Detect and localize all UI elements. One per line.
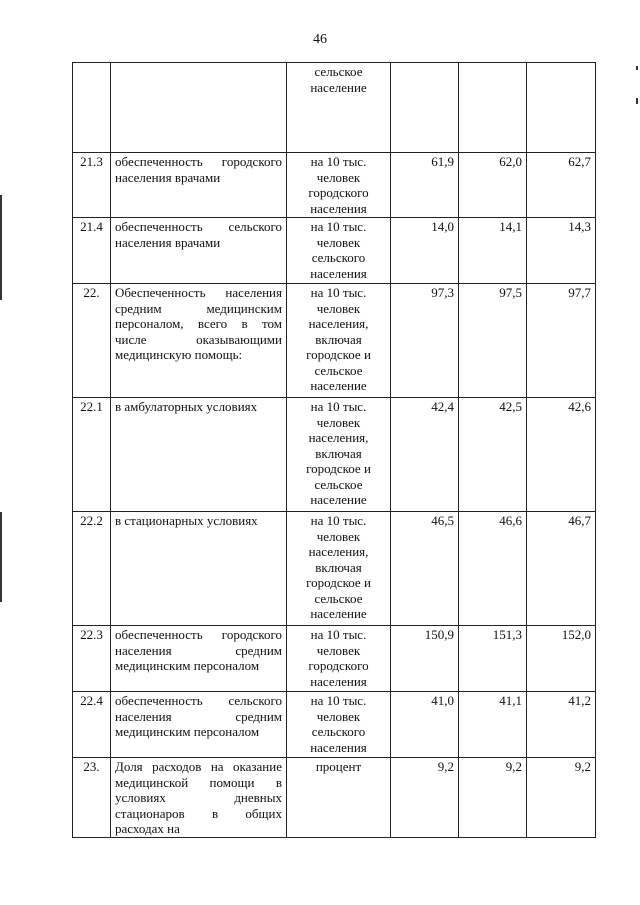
value-year-3: 97,7	[527, 284, 596, 398]
scan-edge-mark	[636, 66, 638, 70]
row-number: 22.4	[73, 692, 111, 758]
indicators-table	[72, 62, 596, 838]
value-year-3: 14,3	[527, 218, 596, 284]
unit-of-measure: на 10 тыс. человек населения, включая городское и сельское население	[287, 284, 391, 398]
value-year-1: 14,0	[391, 218, 459, 284]
table-row	[73, 284, 596, 398]
value-year-2: 62,0	[459, 153, 527, 218]
value-year-2: 97,5	[459, 284, 527, 398]
unit-of-measure: на 10 тыс. человек городского населения	[287, 626, 391, 692]
unit-of-measure: на 10 тыс. человек сельского населения	[287, 218, 391, 284]
value-year-3: 46,7	[527, 512, 596, 626]
indicator-name: обеспеченность городского населения средним медицинским персоналом	[111, 626, 287, 692]
value-year-3: 42,6	[527, 398, 596, 512]
value-year-1	[391, 63, 459, 153]
table-row	[73, 758, 596, 838]
table-row	[73, 512, 596, 626]
value-year-3: 62,7	[527, 153, 596, 218]
value-year-1: 9,2	[391, 758, 459, 838]
unit-of-measure: на 10 тыс. человек населения, включая городское и сельское население	[287, 512, 391, 626]
table-row	[73, 218, 596, 284]
indicator-name: обеспеченность сельского населения врачами	[111, 218, 287, 284]
value-year-3	[527, 63, 596, 153]
table-row	[73, 63, 596, 153]
row-number: 22.3	[73, 626, 111, 692]
value-year-2: 41,1	[459, 692, 527, 758]
page-number: 46	[313, 32, 327, 47]
scan-edge-mark	[636, 98, 638, 104]
value-year-3: 9,2	[527, 758, 596, 838]
unit-of-measure: процент	[287, 758, 391, 838]
value-year-2: 9,2	[459, 758, 527, 838]
indicator-name: обеспеченность сельского населения средним медицинским персоналом	[111, 692, 287, 758]
row-number: 23.	[73, 758, 111, 838]
unit-of-measure: на 10 тыс. человек городского населения	[287, 153, 391, 218]
indicator-name: обеспеченность городского населения врачами	[111, 153, 287, 218]
row-number: 21.3	[73, 153, 111, 218]
indicator-name: в стационарных условиях	[111, 512, 287, 626]
value-year-2: 46,6	[459, 512, 527, 626]
value-year-1: 150,9	[391, 626, 459, 692]
scan-edge-mark	[0, 195, 2, 300]
indicator-name: в амбулаторных условиях	[111, 398, 287, 512]
value-year-3: 41,2	[527, 692, 596, 758]
table-row	[73, 626, 596, 692]
row-number: 21.4	[73, 218, 111, 284]
unit-of-measure: на 10 тыс. человек населения, включая городское и сельское население	[287, 398, 391, 512]
indicator-name: Доля расходов на оказание медицинской помощи в условиях дневных стационаров в общих расходах на	[111, 758, 287, 838]
row-number: 22.	[73, 284, 111, 398]
value-year-3: 152,0	[527, 626, 596, 692]
table-row	[73, 692, 596, 758]
value-year-1: 46,5	[391, 512, 459, 626]
unit-of-measure: на 10 тыс. человек сельского населения	[287, 692, 391, 758]
row-number	[73, 63, 111, 153]
value-year-2	[459, 63, 527, 153]
unit-of-measure: сельское население	[287, 63, 391, 153]
indicator-name	[111, 63, 287, 153]
value-year-1: 97,3	[391, 284, 459, 398]
table-row	[73, 153, 596, 218]
value-year-2: 151,3	[459, 626, 527, 692]
value-year-1: 41,0	[391, 692, 459, 758]
value-year-2: 42,5	[459, 398, 527, 512]
row-number: 22.1	[73, 398, 111, 512]
value-year-1: 61,9	[391, 153, 459, 218]
scan-edge-mark	[0, 512, 2, 602]
value-year-2: 14,1	[459, 218, 527, 284]
value-year-1: 42,4	[391, 398, 459, 512]
indicator-name: Обеспеченность населения средним медицинским персоналом, всего в том числе оказывающими медицинскую помощь:	[111, 284, 287, 398]
table-row	[73, 398, 596, 512]
row-number: 22.2	[73, 512, 111, 626]
